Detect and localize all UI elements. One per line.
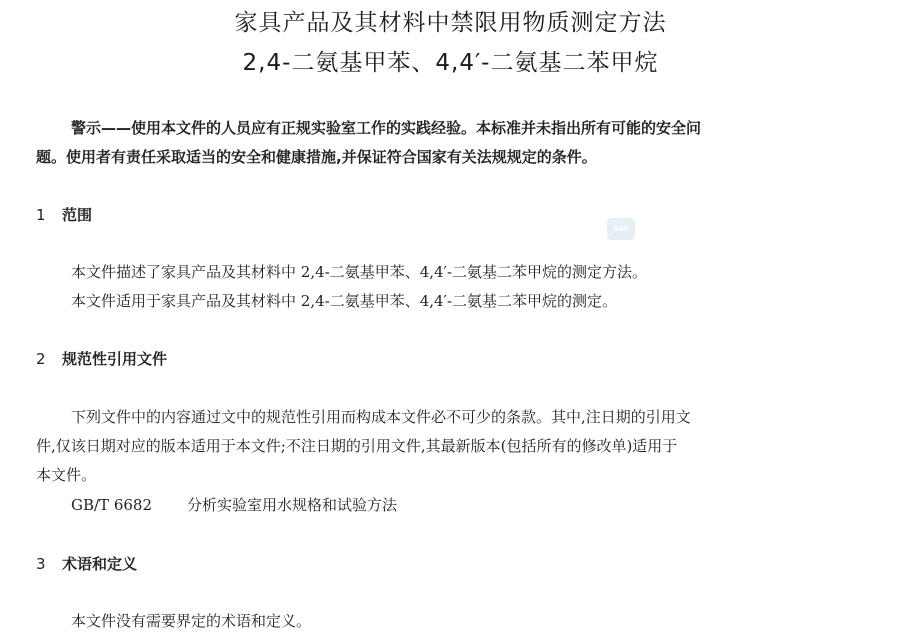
section-number: 3 [36,555,46,573]
warning-line-2: 题。使用者有责任采取适当的安全和健康措施,并保证符合国家有关法规规定的条件。 [36,148,597,166]
section-number: 1 [36,206,46,224]
section-2-paragraph-line-2: 件,仅该日期对应的版本适用于本文件;不注日期的引用文件,其最新版本(包括所有的修改单)适用于 [36,437,678,455]
section-2-heading [36,348,167,369]
section-title: 范围 [62,206,93,224]
section-1-paragraph-2: 本文件适用于家具产品及其材料中 2,4-二氨基甲苯、4,4′-二氨基二苯甲烷的测定。 [71,292,618,310]
section-1-heading [36,204,92,225]
warning-line-1: 警示——使用本文件的人员应有正规实验室工作的实践经验。本标准并未指出所有可能的安全问 [71,119,702,137]
section-3-heading [36,553,137,574]
section-title: 规范性引用文件 [62,350,168,368]
normative-reference-item [71,494,397,515]
sac-watermark-logo [607,218,635,240]
reference-code: GB/T 6682 [71,496,153,514]
section-2-paragraph-line-1: 下列文件中的内容通过文中的规范性引用而构成本文件必不可少的条款。其中,注日期的引用文 [71,408,691,426]
section-title: 术语和定义 [62,555,138,573]
section-1-paragraph-1: 本文件描述了家具产品及其材料中 2,4-二氨基甲苯、4,4′-二氨基二苯甲烷的测定方法。 [71,263,648,281]
watermark-text: SAC [613,225,629,233]
section-3-paragraph-1: 本文件没有需要界定的术语和定义。 [71,612,312,630]
reference-title: 分析实验室用水规格和试验方法 [187,496,398,514]
section-number: 2 [36,350,46,368]
section-2-paragraph-line-3: 本文件。 [36,466,97,484]
document-title: 家具产品及其材料中禁限用物质测定方法 [234,10,667,36]
document-subtitle: 2,4-二氨基甲苯、4,4′-二氨基二苯甲烷 [242,50,659,76]
